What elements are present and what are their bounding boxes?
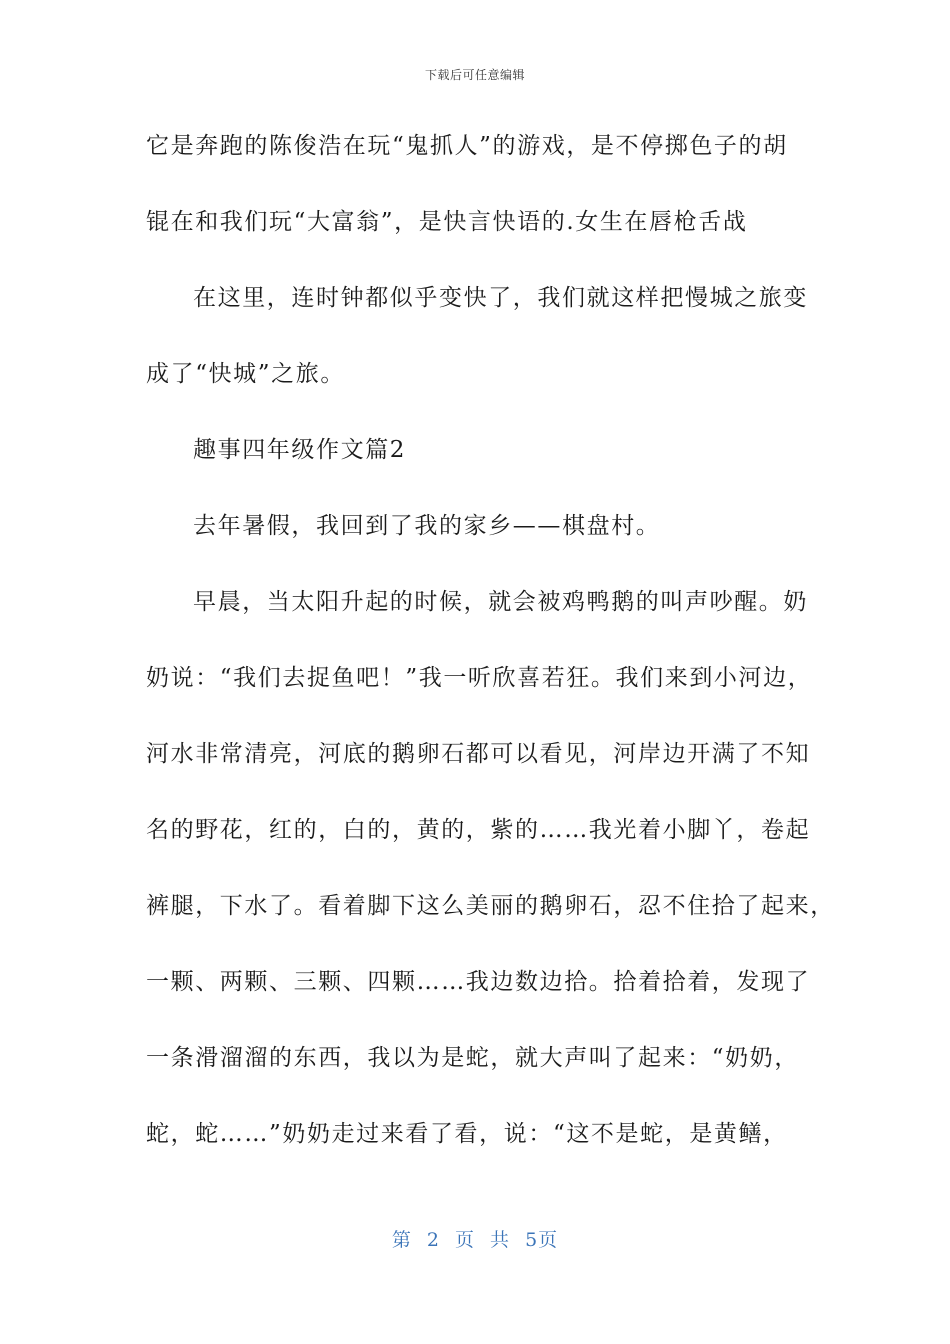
text-line-7: 早晨，当太阳升起的时候，就会被鸡鸭鹅的叫声吵醒。奶 [193,589,808,615]
text-line-14: 蛇，蛇……”奶奶走过来看了看，说：“这不是蛇，是黄鳝， [146,1121,788,1147]
text-line-3: 在这里，连时钟都似乎变快了，我们就这样把慢城之旅变 [193,285,808,311]
page-header: 下载后可任意编辑 [424,68,525,82]
text-line-13: 一条滑溜溜的东西，我以为是蛇，就大声叫了起来：“奶奶， [146,1045,799,1071]
article-body [146,121,835,1185]
text-line-9: 河水非常清亮，河底的鹅卵石都可以看见，河岸边开满了不知 [146,741,811,767]
page-footer: 第 2 页 共 5页 [391,1229,559,1251]
text-line-12: 一颗、两颗、三颗、四颗……我边数边拾。拾着拾着，发现了 [146,969,811,995]
text-line-1: 它是奔跑的陈俊浩在玩“鬼抓人”的游戏，是不停掷色子的胡 [146,133,788,159]
text-line-10: 名的野花，红的，白的，黄的，紫的……我光着小脚丫，卷起 [146,817,811,843]
text-line-4: 成了“快城”之旅。 [146,361,345,387]
text-line-8: 奶说：“我们去捉鱼吧！”我一听欣喜若狂。我们来到小河边， [146,665,813,691]
text-line-2: 锟在和我们玩“大富翁”，是快言快语的.女生在唇枪舌战 [146,209,748,235]
text-line-11: 裤腿，下水了。看着脚下这么美丽的鹅卵石，忍不住拾了起来， [146,893,835,919]
text-line-6: 去年暑假，我回到了我的家乡——棋盘村。 [193,513,661,539]
section-heading: 趣事四年级作文篇2 [193,437,407,463]
